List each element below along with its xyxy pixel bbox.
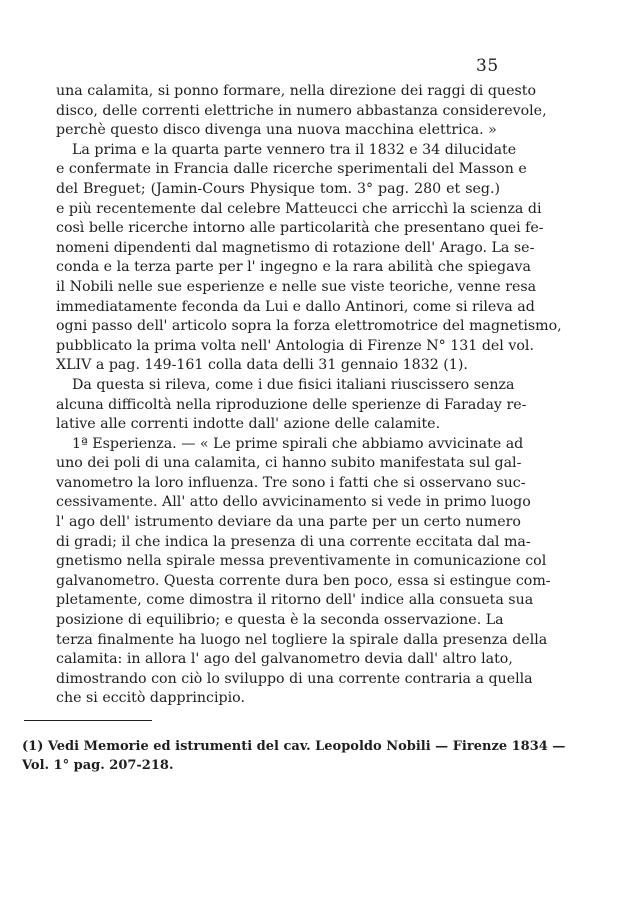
text-line: una calamita, si ponno formare, nella direzione dei raggi di questo <box>56 83 536 99</box>
text-line: galvanometro. Questa corrente dura ben poco, essa si estingue com- <box>56 572 551 589</box>
footnote-line: (1) Vedi Memorie ed istrumenti del cav. Leopoldo Nobili — Firenze 1834 — <box>22 739 566 754</box>
text-line: conda e la terza parte per l' ingegno e la rara abilità che spiegava <box>56 259 532 276</box>
text-line: pletamente, come dimostra il ritorno dell' indice alla consueta sua <box>56 592 534 609</box>
paragraph-2 <box>56 141 562 376</box>
text-line: ogni passo dell' articolo sopra la forza elettromotrice del magnetismo, <box>56 318 562 335</box>
text-line: cessivamente. All' atto dello avvicinamento si vede in primo luogo <box>56 494 531 511</box>
page-number: 35 <box>476 56 499 76</box>
text-line: alcuna difficoltà nella riproduzione delle sperienze di Faraday re- <box>56 396 527 413</box>
text-line: del Breguet; (Jamin-Cours Physique tom. 3° pag. 280 et seg.) <box>56 180 500 197</box>
text-line: 1ª Esperienza. — « Le prime spirali che abbiamo avvicinate ad <box>72 435 524 452</box>
text-line: perchè questo disco divenga una nuova macchina elettrica. » <box>56 122 497 139</box>
text-line: nomeni dipendenti dal magnetismo di rotazione dell' Arago. La se- <box>56 239 535 256</box>
text-line: Da questa si rileva, come i due fisici italiani riuscissero senza <box>72 376 515 393</box>
text-line: dimostrando con ciò lo sviluppo di una corrente contraria a quella <box>56 670 533 687</box>
text-line: pubblicato la prima volta nell' Antologia di Firenze N° 131 del vol. <box>56 337 534 354</box>
footnote <box>22 737 566 775</box>
body-text <box>56 82 562 709</box>
paragraph-4 <box>56 435 551 709</box>
text-line: così belle ricerche intorno alle particolarità che presentano quei fe- <box>56 220 544 237</box>
text-line: immediatamente feconda da Lui e dallo Antinori, come si rileva ad <box>56 298 535 315</box>
text-line: uno dei poli di una calamita, ci hanno subito manifestata sul gal- <box>56 455 522 472</box>
text-line: e confermate in Francia dalle ricerche sperimentali del Masson e <box>56 161 527 178</box>
paragraph-3 <box>56 376 527 435</box>
text-line: e più recentemente dal celebre Matteucci che arricchì la scienza di <box>56 200 542 217</box>
footnote-line: Vol. 1° pag. 207-218. <box>22 758 174 773</box>
text-line: La prima e la quarta parte vennero tra il 1832 e 34 dilucidate <box>72 141 517 158</box>
text-line: lative alle correnti indotte dall' azione delle calamite. <box>56 416 441 433</box>
text-line: calamita: in allora l' ago del galvanometro devia dall' altro lato, <box>56 651 513 668</box>
text-line: il Nobili nelle sue esperienze e nelle sue viste teoriche, venne resa <box>56 278 537 295</box>
text-line: gnetismo nella spirale messa preventivamente in comunicazione col <box>56 553 547 570</box>
text-line: terza finalmente ha luogo nel togliere la spirale dalla presenza della <box>56 631 548 648</box>
text-line: posizione di equilibrio; e questa è la seconda osservazione. La <box>56 612 504 629</box>
text-line: vanometro la loro influenza. Tre sono i fatti che si osservano suc- <box>56 474 526 491</box>
text-line: di gradi; il che indica la presenza di una corrente eccitata dal ma- <box>56 533 531 550</box>
text-line: l' ago dell' istrumento deviare da una parte per un certo numero <box>56 514 521 531</box>
paragraph-1 <box>56 82 547 141</box>
text-line: disco, delle correnti elettriche in numero abbastanza considerevole, <box>56 102 547 119</box>
text-line: XLIV a pag. 149-161 colla data delli 31 gennaio 1832 (1). <box>56 357 468 374</box>
text-line: che si eccitò dapprincipio. <box>56 690 245 707</box>
footnote-divider <box>24 720 152 721</box>
